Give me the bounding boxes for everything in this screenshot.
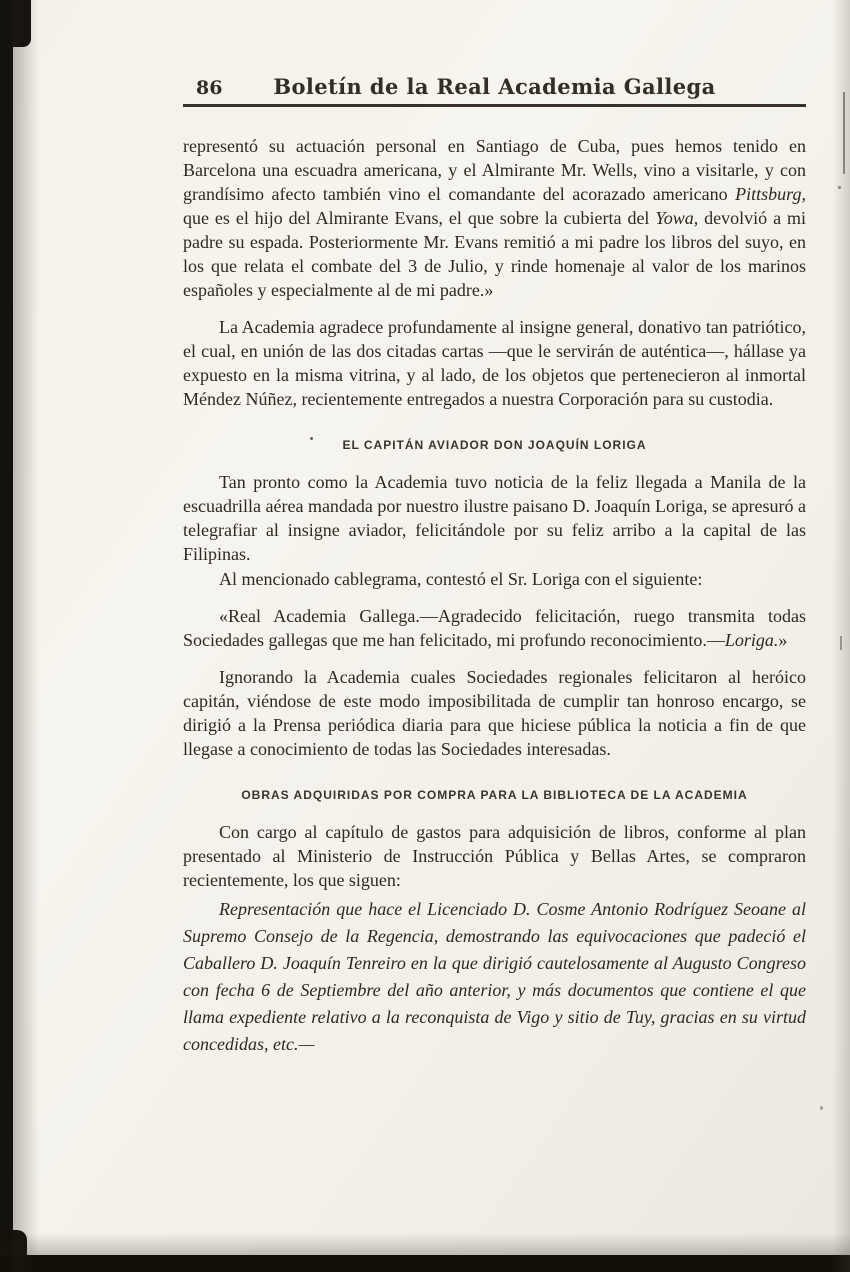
scan-speck bbox=[310, 437, 313, 440]
paragraph-1-text: representó su actuación personal en Santiago de Cuba, pues hemos tenido en Barcelona una escuadra americana, y el Almirante Mr. Wells, vino a visitarle, y con grandísimo afecto también vino el comandante del acorazado americano bbox=[183, 136, 806, 204]
paragraph-3: Tan pronto como la Academia tuvo noticia de la feliz llegada a Manila de la escuadrilla aérea mandada por nuestro ilustre paisano D. Joaquín Loriga, se apresuró a telegrafiar al insigne aviador, felicitándole por su feliz arribo a la capital de las Filipinas. bbox=[183, 472, 806, 564]
paragraph-1-text: devolvió a mi padre su espada. Posteriormente Mr. Evans remitió a mi padre los libros del suyo, en los que relata el combate del 3 de Julio, y rinde homenaje al valor de los marinos españoles y especialmente al de mi padre.» bbox=[183, 208, 806, 300]
scan-scratch bbox=[843, 92, 845, 174]
paragraph-5-telegram-quote bbox=[183, 604, 806, 652]
paragraph-8-book-entry: Representación que hace el Licenciado D. Cosme Antonio Rodríguez Seoane al Supremo Consejo de la Regencia, demostrando las equivocaciones que padeció el Caballero D. Joaquín Tenreiro en la que dirigió cautelosamente al Augusto Congreso con fecha 6 de Septiembre del año anterior, y más documentos que contiene el que llama expediente relativo a la reconquista de Vigo y sitio de Tuy, gracias en su virtud concedidas, etc.— bbox=[183, 899, 806, 1054]
paragraph-1-text: que es el hijo del Almirante Evans, el que sobre la cubierta del bbox=[183, 208, 656, 228]
scan-edge-bottom bbox=[0, 1255, 850, 1272]
page-header bbox=[183, 74, 806, 101]
scan-scratch bbox=[840, 636, 842, 650]
section-heading-obras-label: OBRAS ADQUIRIDAS POR COMPRA PARA LA BIBLIOTECA DE LA ACADEMIA bbox=[241, 788, 748, 802]
scan-edge-left bbox=[0, 0, 13, 1272]
closing-quote: » bbox=[778, 630, 788, 650]
paragraph-6: Ignorando la Academia cuales Sociedades regionales felicitaron al heróico capitán, viéndose de este modo imposibilitada de cumplir tan honroso encargo, se dirigió a la Prensa periódica diaria para que hiciese pública la noticia a fin de que llegase a conocimiento de todas las Sociedades interesadas. bbox=[183, 667, 806, 759]
scan-shadow-bottom bbox=[0, 1233, 850, 1255]
paragraph-7: Con cargo al capítulo de gastos para adquisición de libros, conforme al plan presentado al Ministerio de Instrucción Pública y Bellas Artes, se compraron recientemente, los que siguen: bbox=[183, 822, 806, 890]
page-number: 86 bbox=[196, 77, 223, 99]
section-heading-loriga bbox=[183, 433, 806, 457]
paragraph-4: Al mencionado cablegrama, contestó el Sr. Loriga con el siguiente: bbox=[219, 569, 703, 589]
scan-shadow-left bbox=[13, 0, 39, 1272]
ship-name-pittsburg: Pittsburg, bbox=[735, 184, 806, 204]
page-content bbox=[183, 0, 806, 1058]
signature-loriga: Loriga. bbox=[724, 630, 779, 650]
scan-speck bbox=[820, 1106, 823, 1110]
body-text bbox=[183, 134, 806, 1058]
telegram-text: «Real Academia Gallega.—Agradecido felicitación, ruego transmita todas Sociedades gallegas que me han felicitado, mi profundo reconocimiento.— bbox=[183, 606, 806, 650]
paragraph-2: La Academia agradece profundamente al insigne general, donativo tan patriótico, el cual, en unión de las dos citadas cartas —que le servirán de auténtica—, hállase ya expuesto en la misma vitrina, y al lado, de los objetos que pertenecieron al inmortal Méndez Núñez, recientemente entregados a nuestra Corporación para su custodia. bbox=[183, 317, 806, 409]
journal-title: Boletín de la Real Academia Gallega bbox=[273, 74, 716, 99]
ship-name-yowa: Yowa, bbox=[655, 208, 699, 228]
section-heading-obras bbox=[183, 783, 806, 807]
paragraph-1 bbox=[183, 134, 806, 302]
section-heading-loriga-label: EL CAPITÁN AVIADOR DON JOAQUÍN LORIGA bbox=[342, 438, 647, 452]
header-rule bbox=[183, 104, 806, 107]
scan-speck bbox=[838, 186, 841, 189]
